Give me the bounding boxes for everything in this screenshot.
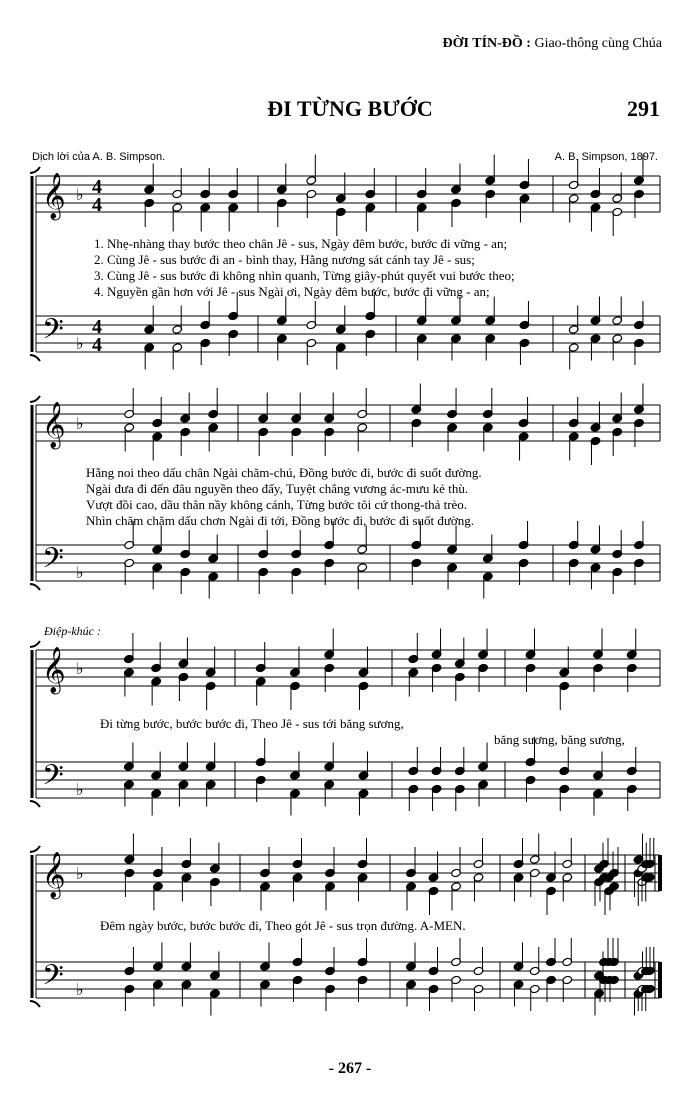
verse-3-line-2: Vượt đồi cao, dầu thân nầy không cánh, Từng bước tôi cứ thong-thả trèo.	[86, 497, 468, 512]
verse-2-line-1: 2. Cùng Jê - sus bước đi an - bình thay, Hằng nương sát cánh tay Jê - sus;	[94, 252, 475, 267]
section-name: ĐỜI TÍN-ĐỒ :	[442, 36, 531, 51]
verse-4-line-1: 4. Nguyền gần hơn với Jê - sus Ngài ơi, Ngày đêm bước, bước đi vững - an;	[94, 284, 490, 299]
flat-key-signature: ♭	[76, 563, 84, 582]
time-signature-top: 4	[92, 176, 102, 198]
hymn-number: 291	[627, 96, 660, 121]
translator-credit: Dịch lời của A. B. Simpson.	[32, 151, 166, 163]
bracket-hook-bottom	[30, 584, 40, 590]
verse-4-line-2: Nhìn chăm chăm dấu chơn Ngài đi tới, Đồng bước đi, bước đi suốt đường.	[86, 513, 475, 528]
verse-3-line-1: 3. Cùng Jê - sus bước đi không nhìn quanh, Từng giây-phút quyết vui bước theo;	[94, 268, 515, 283]
refrain-label: Điệp-khúc :	[44, 624, 101, 638]
treble-clef: 𝄞	[42, 647, 66, 693]
flat-key-signature: ♭	[76, 659, 84, 678]
time-signature-bottom: 4	[92, 334, 102, 356]
time-signature-top: 4	[92, 316, 102, 338]
treble-clef: 𝄞	[42, 852, 66, 898]
refrain-line-2: Đêm ngày bước, bước bước đi, Theo gót Jê - sus trọn đường. A-MEN.	[100, 918, 466, 933]
flat-key-signature: ♭	[76, 980, 84, 999]
time-signature-bottom: 4	[92, 194, 102, 216]
section-subtitle: Giao-thông cùng Chúa	[530, 36, 662, 51]
bracket-hook-top	[30, 167, 40, 173]
treble-clef: 𝄞	[42, 173, 66, 219]
verse-2-line-2: Ngài đưa đi đến đâu nguyền theo đấy, Tuyệt chẳng vương ác-mưu kẻ thù.	[86, 481, 469, 496]
flat-key-signature: ♭	[76, 780, 84, 799]
bracket-hook-top	[30, 641, 40, 647]
verse-1-line-1: 1. Nhẹ-nhàng thay bước theo chân Jê - sus, Ngày đêm bước, bước đi vững - an;	[94, 236, 508, 251]
flat-key-signature: ♭	[76, 414, 84, 433]
composer-credit: A. B. Simpson, 1897.	[554, 151, 658, 163]
bracket-hook-top	[30, 846, 40, 852]
bass-clef: 𝄢	[42, 959, 64, 999]
bass-clef: 𝄢	[42, 542, 64, 582]
verse-1-line-2: Hằng noi theo dấu chân Ngài chăm-chú, Đồng bước đi, bước đi suốt đường.	[86, 465, 482, 480]
refrain-echo: băng sương, băng sương,	[494, 732, 625, 747]
bracket-hook-top	[30, 396, 40, 402]
flat-key-signature: ♭	[76, 864, 84, 883]
flat-key-signature: ♭	[76, 185, 84, 204]
bracket-hook-bottom	[30, 355, 40, 361]
bass-clef: 𝄢	[42, 313, 64, 353]
bracket-hook-bottom	[30, 1001, 40, 1007]
bracket-hook-bottom	[30, 801, 40, 807]
bass-clef: 𝄢	[42, 759, 64, 799]
flat-key-signature: ♭	[76, 334, 84, 353]
page-number: - 267 -	[328, 1060, 372, 1077]
refrain-line-1: Đi từng bước, bước bước đi, Theo Jê - sus tới băng sương,	[100, 716, 404, 731]
treble-clef: 𝄞	[42, 402, 66, 448]
hymn-title: ĐI TỪNG BƯỚC	[267, 96, 433, 121]
